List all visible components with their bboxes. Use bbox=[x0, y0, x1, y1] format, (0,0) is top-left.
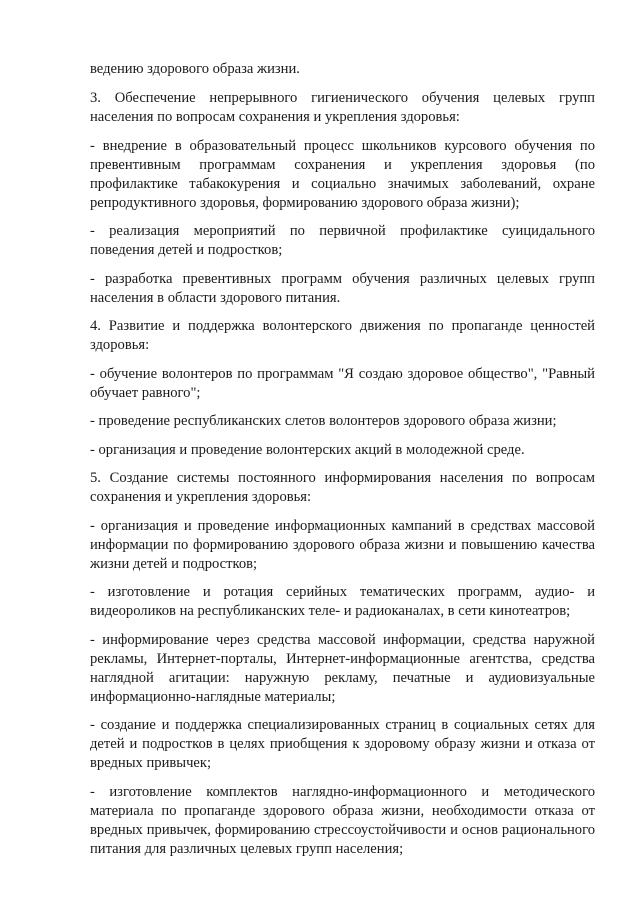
list-item: - создание и поддержка специализированных страниц в социальных сетях для детей и подростков в целях приобщения к здоровому образу жизни и отказа от вредных привычек; bbox=[90, 717, 595, 771]
list-item: - изготовление и ротация серийных тематических программ, аудио- и видеороликов на республиканских теле- и радиоканалах, в сети кинотеатров; bbox=[90, 584, 595, 619]
section-heading-4: 4. Развитие и поддержка волонтерского движения по пропаганде ценностей здоровья: bbox=[90, 318, 595, 353]
list-item: - изготовление комплектов наглядно-информационного и методического материала по пропаганде здорового образа жизни, необходимости отказа от вредных привычек, формированию стрессоустойчивости и основ рационального питания для различных целевых групп населения; bbox=[90, 783, 595, 857]
list-item: - информирование через средства массовой информации, средства наружной рекламы, Интернет-порталы, Интернет-информационные агентства, средства наглядной агитации: наружную рекламу, печатные и аудиовизуальные информационно-наглядные материалы; bbox=[90, 631, 595, 705]
paragraph-continuation: ведению здорового образа жизни. bbox=[90, 61, 300, 77]
section-heading-5: 5. Создание системы постоянного информирования населения по вопросам сохранения и укрепления здоровья: bbox=[90, 470, 595, 505]
list-item: - разработка превентивных программ обучения различных целевых групп населения в области здорового питания. bbox=[90, 270, 595, 306]
list-item: - реализация мероприятий по первичной профилактике суицидального поведения детей и подростков; bbox=[90, 223, 595, 258]
list-item: - организация и проведение информационных кампаний в средствах массовой информации по формированию здорового образа жизни и повышению качества жизни детей и подростков; bbox=[90, 517, 595, 572]
section-heading-3: 3. Обеспечение непрерывного гигиенического обучения целевых групп населения по вопросам сохранения и укрепления здоровья: bbox=[90, 90, 595, 125]
list-item: - обучение волонтеров по программам "Я создаю здоровое общество", "Равный обучает равного"; bbox=[90, 365, 595, 401]
list-item: - организация и проведение волонтерских акций в молодежной среде. bbox=[90, 441, 525, 458]
list-item: - проведение республиканских слетов волонтеров здорового образа жизни; bbox=[90, 413, 557, 429]
list-item: - внедрение в образовательный процесс школьников курсового обучения по превентивным программам сохранения и укрепления здоровья (по профилактике табакокурения и социально значимых заболеваний, охране репродуктивного здоровья, формированию здорового образа жизни); bbox=[90, 137, 595, 211]
document-body bbox=[90, 60, 595, 868]
